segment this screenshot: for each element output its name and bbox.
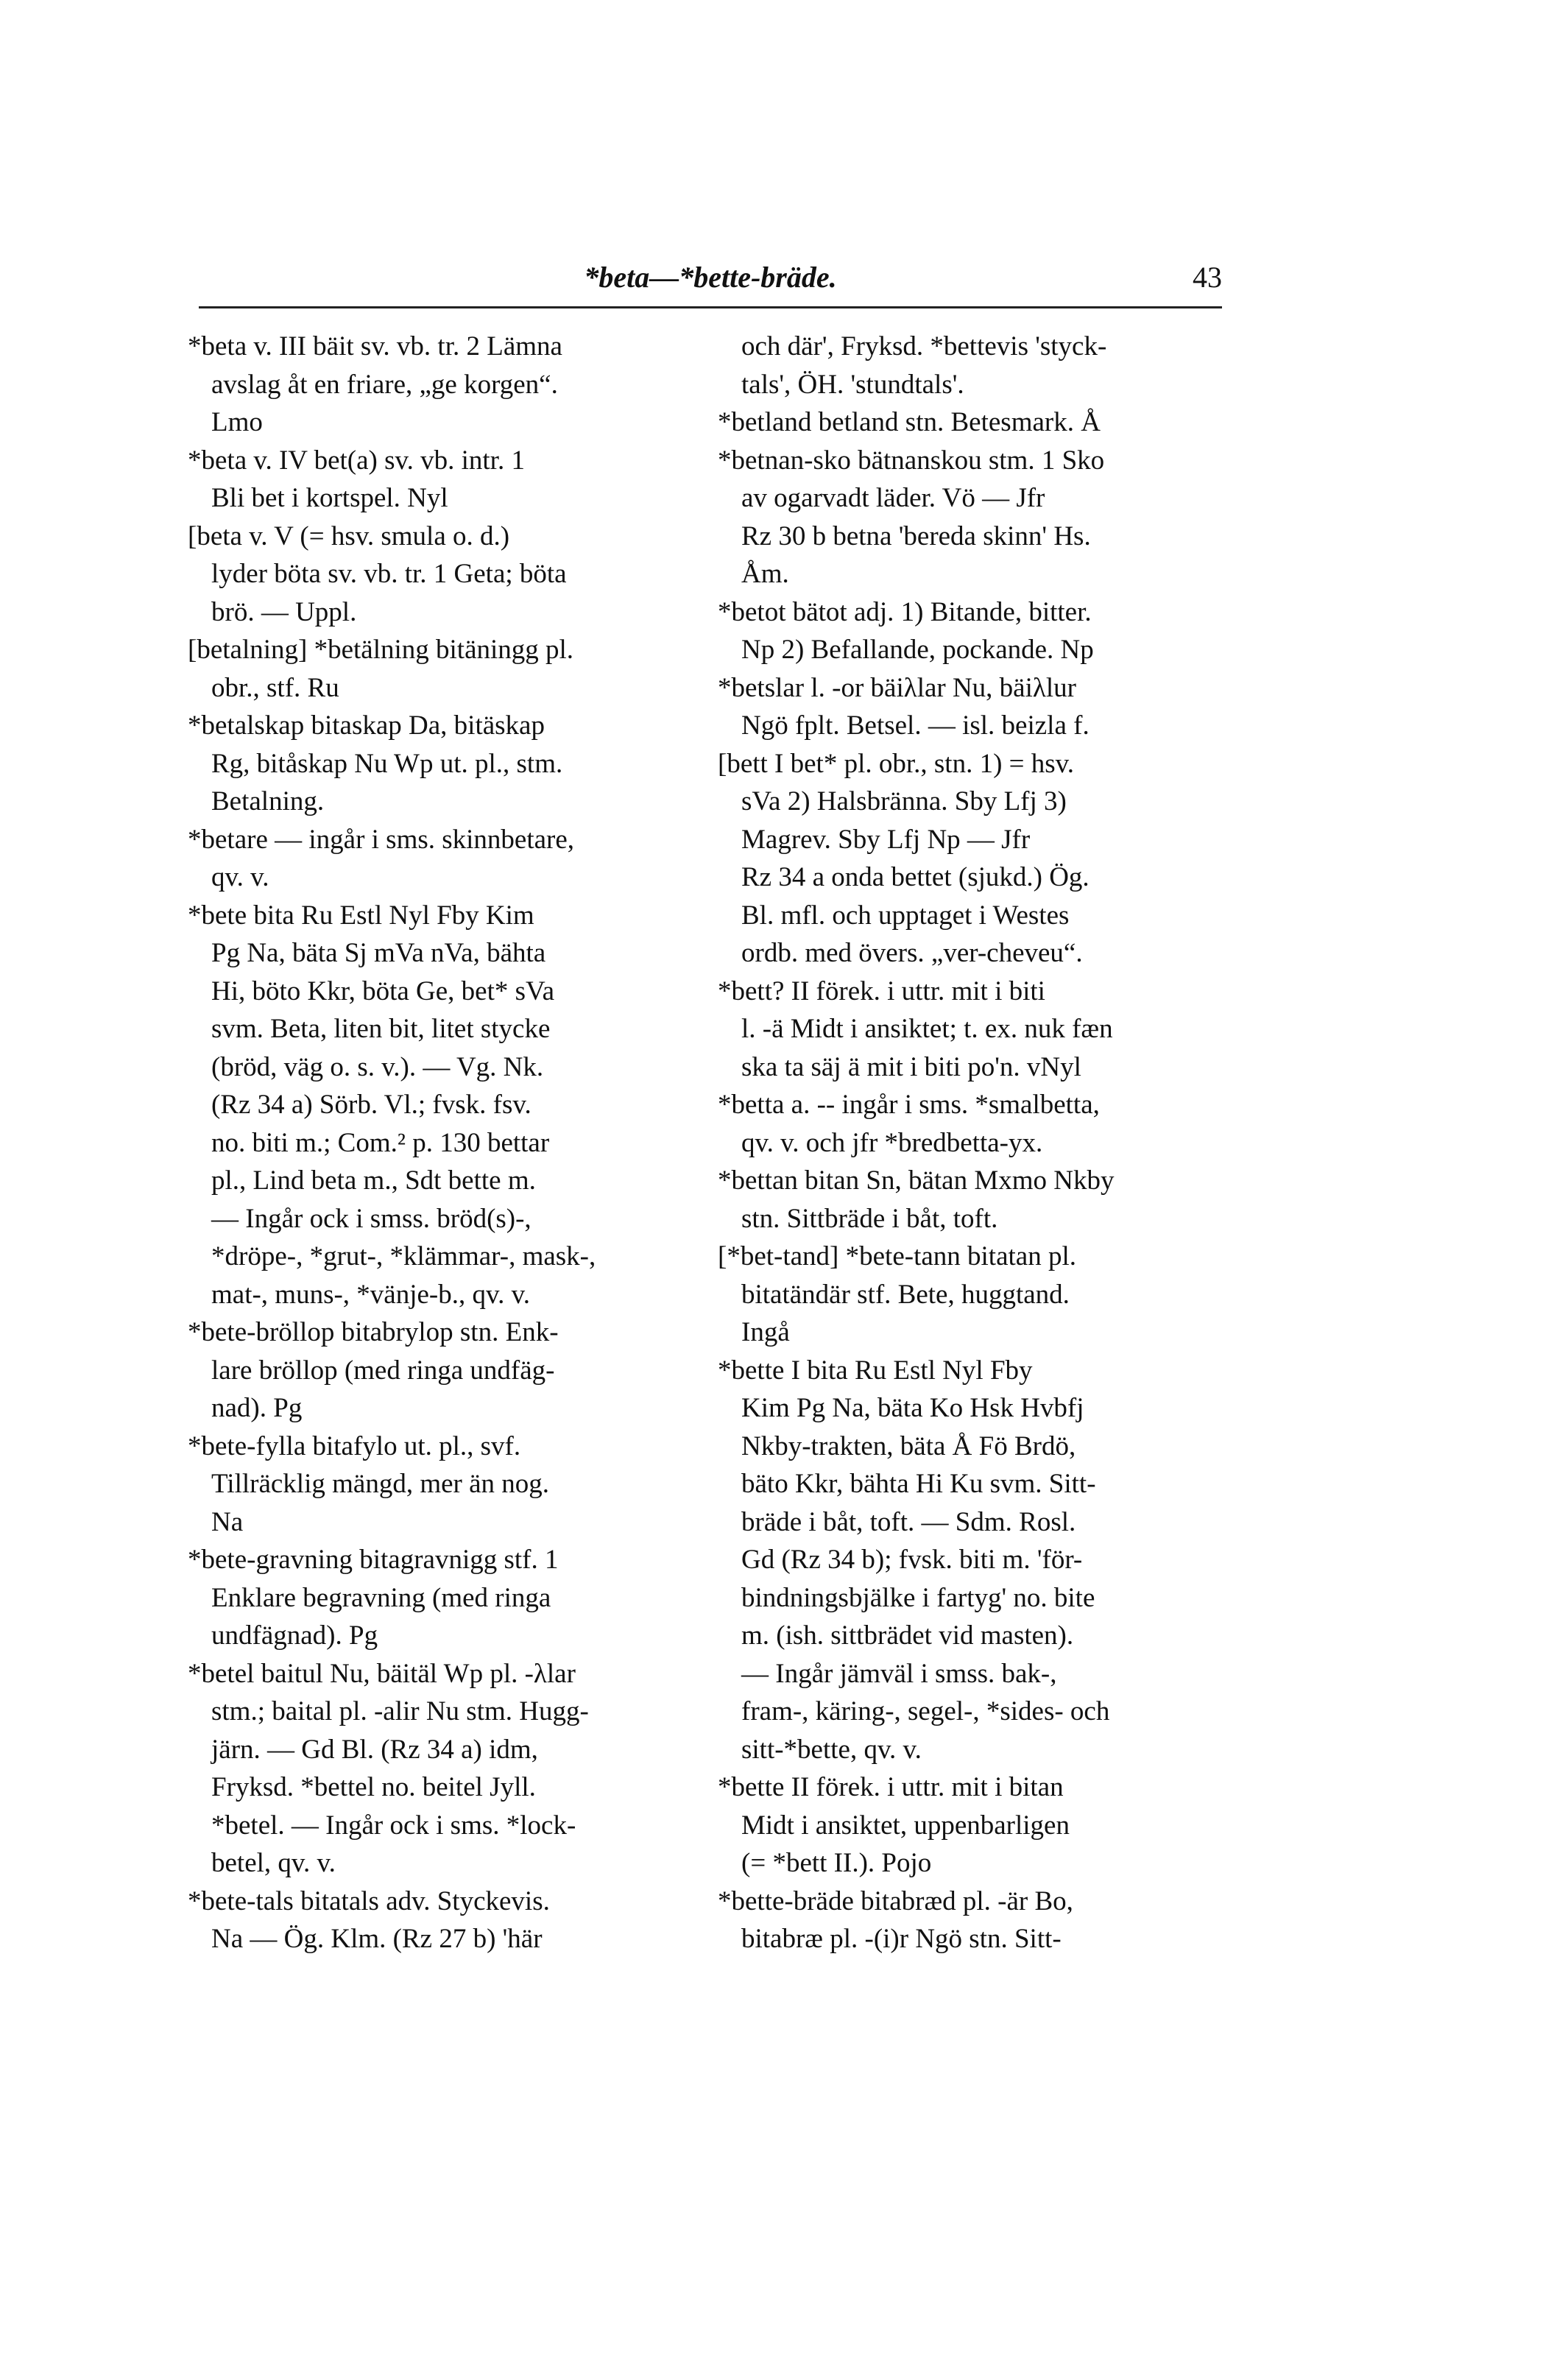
dictionary-line: *bette-bräde bitabræd pl. -är Bo, [718,1885,1073,1916]
page-header [199,259,1222,303]
dictionary-line: bindningsbjälke i fartyg' no. bite [741,1582,1095,1613]
dictionary-line: Fryksd. *bettel no. beitel Jyll. [211,1772,536,1802]
dictionary-line: *bete bita Ru Estl Nyl Fby Kim [188,900,534,931]
dictionary-line: Nkby-trakten, bäta Å Fö Brdö, [741,1431,1076,1461]
dictionary-line: Bl. mfl. och upptaget i Westes [741,900,1070,931]
dictionary-line: — Ingår ock i smss. bröd(s)-, [211,1203,532,1234]
dictionary-line: *bete-tals bitatals adv. Styckevis. [188,1885,550,1916]
dictionary-line: nad). Pg [211,1393,303,1423]
dictionary-line: Ngö fplt. Betsel. — isl. beizla f. [741,710,1090,741]
dictionary-line: Np 2) Befallande, pockande. Np [741,635,1094,665]
dictionary-line: [bett I bet* pl. obr., stn. 1) = hsv. [718,748,1074,779]
dictionary-line: qv. v. [211,862,269,892]
dictionary-line: Rz 30 b betna 'bereda skinn' Hs. [741,521,1091,551]
dictionary-line: [*bet-tand] *bete-tann bitatan pl. [718,1241,1076,1271]
dictionary-line: mat-, muns-, *vänje-b., qv. v. [211,1279,530,1310]
dictionary-line: l. -ä Midt i ansiktet; t. ex. nuk fæn [741,1014,1113,1044]
dictionary-line: Tillräcklig mängd, mer än nog. [211,1469,550,1499]
dictionary-line: *betot bätot adj. 1) Bitande, bitter. [718,596,1092,627]
dictionary-line: (Rz 34 a) Sörb. Vl.; fvsk. fsv. [211,1090,532,1120]
dictionary-line: *dröpe-, *grut-, *klämmar-, mask-, [211,1241,596,1271]
dictionary-line: *betare — ingår i sms. skinnbetare, [188,824,575,855]
dictionary-line: m. (ish. sittbrädet vid masten). [741,1620,1074,1651]
dictionary-line: och där', Fryksd. *bettevis 'styck- [741,331,1107,361]
dictionary-line: Gd (Rz 34 b); fvsk. biti m. 'för- [741,1545,1083,1575]
dictionary-line: [beta v. V (= hsv. smula o. d.) [188,521,510,551]
dictionary-line: lare bröllop (med ringa undfäg- [211,1355,555,1386]
dictionary-line: *bete-gravning bitagravnigg stf. 1 [188,1545,559,1575]
dictionary-line: Na [211,1506,244,1537]
dictionary-line: *betta a. -- ingår i sms. *smalbetta, [718,1090,1100,1120]
page-number: 43 [1193,261,1222,294]
dictionary-line: *bett? II förek. i uttr. mit i biti [718,976,1045,1006]
dictionary-line: avslag åt en friare, „ge korgen“. [211,369,558,400]
dictionary-line: Rz 34 a onda bettet (sjukd.) Ög. [741,862,1090,892]
dictionary-line: av ogarvadt läder. Vö — Jfr [741,483,1045,513]
dictionary-line: [betalning] *betälning bitäningg pl. [188,635,574,665]
dictionary-line: Ingå [741,1317,790,1347]
dictionary-line: Rg, bitåskap Nu Wp ut. pl., stm. [211,748,563,779]
dictionary-line: *beta v. IV bet(a) sv. vb. intr. 1 [188,445,525,476]
dictionary-line: Hi, böto Kkr, böta Ge, bet* sVa [211,976,555,1006]
dictionary-line: (= *bett II.). Pojo [741,1848,932,1878]
dictionary-line: Enklare begravning (med ringa [211,1582,551,1613]
dictionary-line: bäto Kkr, bähta Hi Ku svm. Sitt- [741,1469,1096,1499]
dictionary-line: *betslar l. -or bäiλlar Nu, bäiλlur [718,672,1076,703]
dictionary-line: Midt i ansiktet, uppenbarligen [741,1810,1070,1841]
dictionary-line: — Ingår jämväl i smss. bak-, [741,1658,1057,1689]
dictionary-line: Kim Pg Na, bäta Ko Hsk Hvbfj [741,1393,1084,1423]
dictionary-line: obr., stf. Ru [211,672,339,703]
dictionary-line: *betel. — Ingår ock i sms. *lock- [211,1810,576,1841]
dictionary-line: ordb. med övers. „ver-cheveu“. [741,938,1083,968]
dictionary-line: sitt-*bette, qv. v. [741,1734,922,1765]
dictionary-line: bitatändär stf. Bete, huggtand. [741,1279,1070,1310]
dictionary-line: Na — Ög. Klm. (Rz 27 b) 'här [211,1924,543,1954]
dictionary-line: (bröd, väg o. s. v.). — Vg. Nk. [211,1051,544,1082]
dictionary-line: Betalning. [211,786,325,816]
dictionary-line: *bete-fylla bitafylo ut. pl., svf. [188,1431,521,1461]
dictionary-line: Åm. [741,559,789,589]
dictionary-line: bitabræ pl. -(i)r Ngö stn. Sitt- [741,1924,1062,1954]
left-column [188,328,703,1958]
dictionary-line: tals', ÖH. 'stundtals'. [741,369,964,400]
dictionary-line: Bli bet i kortspel. Nyl [211,483,448,513]
dictionary-line: no. biti m.; Com.² p. 130 bettar [211,1127,550,1158]
right-column [718,328,1233,1958]
dictionary-line: *betalskap bitaskap Da, bitäskap [188,710,545,741]
dictionary-line: ska ta säj ä mit i biti po'n. vNyl [741,1051,1081,1082]
running-head: *beta—*bette-bräde. [584,261,837,294]
dictionary-line: pl., Lind beta m., Sdt bette m. [211,1165,536,1196]
dictionary-line: stn. Sittbräde i båt, toft. [741,1203,998,1234]
dictionary-line: *betnan-sko bätnanskou stm. 1 Sko [718,445,1105,476]
dictionary-line: lyder böta sv. vb. tr. 1 Geta; böta [211,559,567,589]
dictionary-line: *betland betland stn. Betesmark. Å [718,407,1101,437]
dictionary-line: *beta v. III bäit sv. vb. tr. 2 Lämna [188,331,562,361]
dictionary-line: stm.; baital pl. -alir Nu stm. Hugg- [211,1696,589,1726]
dictionary-line: qv. v. och jfr *bredbetta-yx. [741,1127,1043,1158]
dictionary-line: betel, qv. v. [211,1848,336,1878]
header-rule [199,306,1222,308]
dictionary-line: *betel baitul Nu, bäitäl Wp pl. -λlar [188,1658,576,1689]
dictionary-line: Magrev. Sby Lfj Np — Jfr [741,824,1031,855]
dictionary-line: *bete-bröllop bitabrylop stn. Enk- [188,1317,559,1347]
dictionary-line: svm. Beta, liten bit, litet stycke [211,1014,551,1044]
dictionary-line: sVa 2) Halsbränna. Sby Lfj 3) [741,786,1067,816]
dictionary-line: fram-, käring-, segel-, *sides- och [741,1696,1110,1726]
dictionary-line: *bette II förek. i uttr. mit i bitan [718,1772,1064,1802]
dictionary-line: *bettan bitan Sn, bätan Mxmo Nkby [718,1165,1115,1196]
dictionary-line: *bette I bita Ru Estl Nyl Fby [718,1355,1033,1386]
dictionary-line: järn. — Gd Bl. (Rz 34 a) idm, [211,1734,538,1765]
dictionary-line: undfägnad). Pg [211,1620,378,1651]
dictionary-line: Lmo [211,407,263,437]
dictionary-line: bräde i båt, toft. — Sdm. Rosl. [741,1506,1076,1537]
dictionary-line: Pg Na, bäta Sj mVa nVa, bähta [211,938,546,968]
dictionary-line: brö. — Uppl. [211,596,357,627]
